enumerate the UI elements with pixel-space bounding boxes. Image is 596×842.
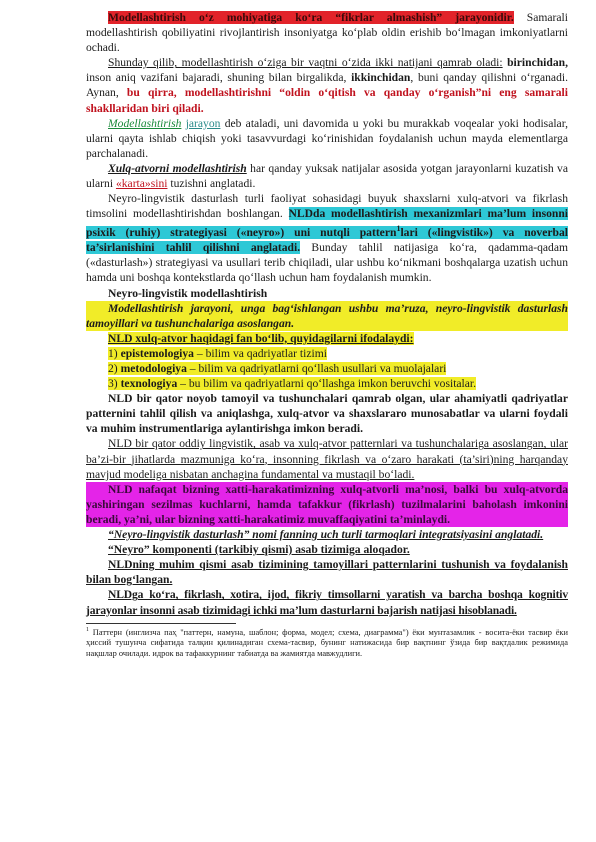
paragraph-nlp-origin — [86, 191, 568, 285]
paragraph-text: deb ataladi, uni davomida u yoki bu murakkab voqealar yoki hodisalar, ularni qayta ishlab chiqish yoki tasavvurdagi ko‘rinishidan foydalanish uchun mayda elementlarga parchalanadi. — [86, 116, 568, 160]
item-text: – bu bilim va qadriyatlarni qo‘llashga imkon beruvchi vositalar. — [177, 377, 477, 391]
red-emphasis: bu qirra, modellashtirishni “oldin o‘qitish va qanday o‘rganish”ni eng samarali shakllaridan biri qiladi. — [86, 86, 568, 115]
footnote-ref[interactable]: 1 — [396, 224, 401, 234]
link-jarayon[interactable]: jarayon — [185, 116, 221, 130]
paragraph-neyro-component: “Neyro” komponenti (tarkibiy qismi) asab tizimiga aloqador. — [108, 543, 410, 557]
paragraph-nlp-nervous-system: NLDning muhim qismi asab tizimining tamoyillari patternlarini tushunish va foydalanish bilan bog‘langan. — [86, 558, 568, 587]
highlight-magenta: NLD nafaqat bizning xatti-harakatimizning xulq-atvorli ma’nosi, balki bu xulq-atvorda yashiringan sezilmas kuchlarni, hamda tafakkur (fikrlash) tuzilmalarini baholash imkonini beradi, ya’ni, ular bizning xatti-harakatimiz muvaffaqiyatini ta’minlaydi. — [86, 482, 568, 526]
term-behaviour-modelling: Xulq-atvorni modellashtirish — [108, 161, 247, 175]
item-term: metodologiya — [120, 362, 187, 376]
link-karta[interactable]: «karta»sini — [115, 177, 168, 191]
second-label: ikkinchidan — [351, 71, 411, 85]
item-number: 3) — [108, 377, 121, 391]
footnote — [86, 625, 568, 660]
paragraph-text: har qanday yuksak natijalar asosida yotgan jarayonlarni kuzatish va ularni — [86, 161, 568, 191]
yellow-list-item — [86, 361, 568, 376]
document-page — [86, 10, 568, 659]
cyan-text: NLDda modellashtirish mexanizmlari ma’lum insonni psixik (ruhiy) strategiyasi («neyro») uni nutqli pattern — [86, 207, 569, 240]
underlined-sentence: Shunday qilib, modellashtirish o‘ziga bir vaqtni o‘zida ikki natijani qamrab oladi: — [108, 56, 503, 70]
paragraph-nlp-patterns: NLD bir qator oddiy lingvistik, asab va xulq-atvor patternlari va tushunchalariga asoslangan, ular ba’zi-bir jihatlarda mazmuniga ko‘ra, insonning fikrlash va o‘zaro harakati (ta’siri)ning harqanday mavjud modeliga nisbatan anchagina fundamental va mustaqil bo‘ladi. — [86, 437, 568, 481]
item-term: texnologiya — [120, 377, 178, 391]
yellow-statement: Modellashtirish jarayoni, unga bag‘ishlangan ushbu ma’ruza, neyro-lingvistik dasturlash tamoyillari va tushunchalariga asoslangan. — [86, 301, 568, 330]
yellow-list-intro — [86, 331, 568, 346]
paragraph-intro — [86, 10, 568, 55]
item-text: – bilim va qadriyatlarni qo‘llash usullari va muolajalari — [186, 362, 447, 376]
highlighted-heading-red: Modellashtirish o‘z mohiyatiga ko‘ra “fikrlar almashish” jarayonidir. — [108, 11, 514, 24]
paragraph-modelling-definition — [86, 116, 568, 161]
first-label: birinchidan, — [507, 56, 568, 70]
yellow-list-item — [86, 346, 568, 361]
footnote-text: Паттерн (инглизча паҳ "паттерн, намуна, шаблон; форма, модел; схема, диаграмма") ёки мунтазамлик - восита-ёки тасвир ёки ҳиссий тушунча сифатида талқин қилинадиган схема-тасвир, бунинг натижасида бир вақтнинг ўзида бир вақтдалик режимида нақшлар очилади. идрок ва тафаккурнинг табиатда ва жамиятда мавжудлиги. — [86, 627, 568, 658]
paragraph-text: Neyro-lingvistik dasturlash turli faoliyat sohasidagi buyuk shaxslarni xulq-atvori va fikrlash timsolini modellashtirishdan boshlangan. — [86, 192, 568, 221]
paragraph-behaviour-modelling — [86, 161, 568, 191]
paragraph-text: Bunday tahlil natijasiga ko‘ra, qadamma-qadam («dasturlash») strategiyasi va usullari terib chiqiladi, ular ushbu ko‘nikmani boshqalarga uzatish uchun hamda uni boshqa kontekstlarda qo‘llash uchun ham foydalanish mumkin. — [86, 241, 568, 285]
cyan-text: lari («lingvistik») va noverbal ta’sirlanishini tahlil qilishni anglatadi. — [86, 226, 568, 255]
paragraph-text: Samarali modellashtirish qobiliyatini rivojlantirish insoniyatga ko‘plab oldin erishib bo‘lmagan imkoniyatlarni ochadi. — [86, 11, 568, 55]
item-term: epistemologiya — [120, 346, 194, 360]
paragraph-cognitive-processes: NLDga ko‘ra, fikrlash, xotira, ijod, fikriy timsollarni yaratish va barcha boshqa kognitiv jarayonlar insonni asab tizimidagi ichki ma’lum dasturlarni bajarish natijasi hisoblanadi. — [86, 588, 568, 617]
paragraph-text: inson aniq vazifani bajaradi, shuning bilan birgalikda, — [86, 71, 352, 85]
paragraph-text: , buni qanday qilishni o‘rganadi. Aynan, — [86, 71, 568, 100]
yellow-intro-text: NLD xulq-atvor haqidagi fan bo‘lib, quyidagilarni ifodalaydi: — [108, 331, 414, 345]
paragraph-two-results — [86, 55, 568, 115]
footnote-divider — [86, 623, 236, 624]
section-heading: Neyro-lingvistik modellashtirish — [108, 286, 268, 300]
item-number: 1) — [108, 346, 121, 360]
footnote-number: 1 — [86, 626, 89, 633]
paragraph-nlp-principles: NLD bir qator noyob tamoyil va tushunchalari qamrab olgan, ular ahamiyatli qadriyatlar patternini tahlil qilish va aniqlashga, xulq-atvor va shaxslararo munosabatlar va ularni foydali va muhim instrumentlariga aylantirishga imkon beradi. — [86, 392, 568, 436]
yellow-list-item — [86, 376, 568, 391]
item-number: 2) — [108, 362, 121, 376]
paragraph-name-meaning: “Neyro-lingvistik dasturlash” nomi fanning uch turli tarmoqlari integratsiyasini anglatadi. — [108, 528, 544, 542]
term-modellashtirish: Modellashtirish — [108, 116, 182, 130]
paragraph-text: tuzishni anglatadi. — [167, 177, 256, 191]
item-text: – bilim va qadriyatlar tizimi — [193, 346, 327, 360]
